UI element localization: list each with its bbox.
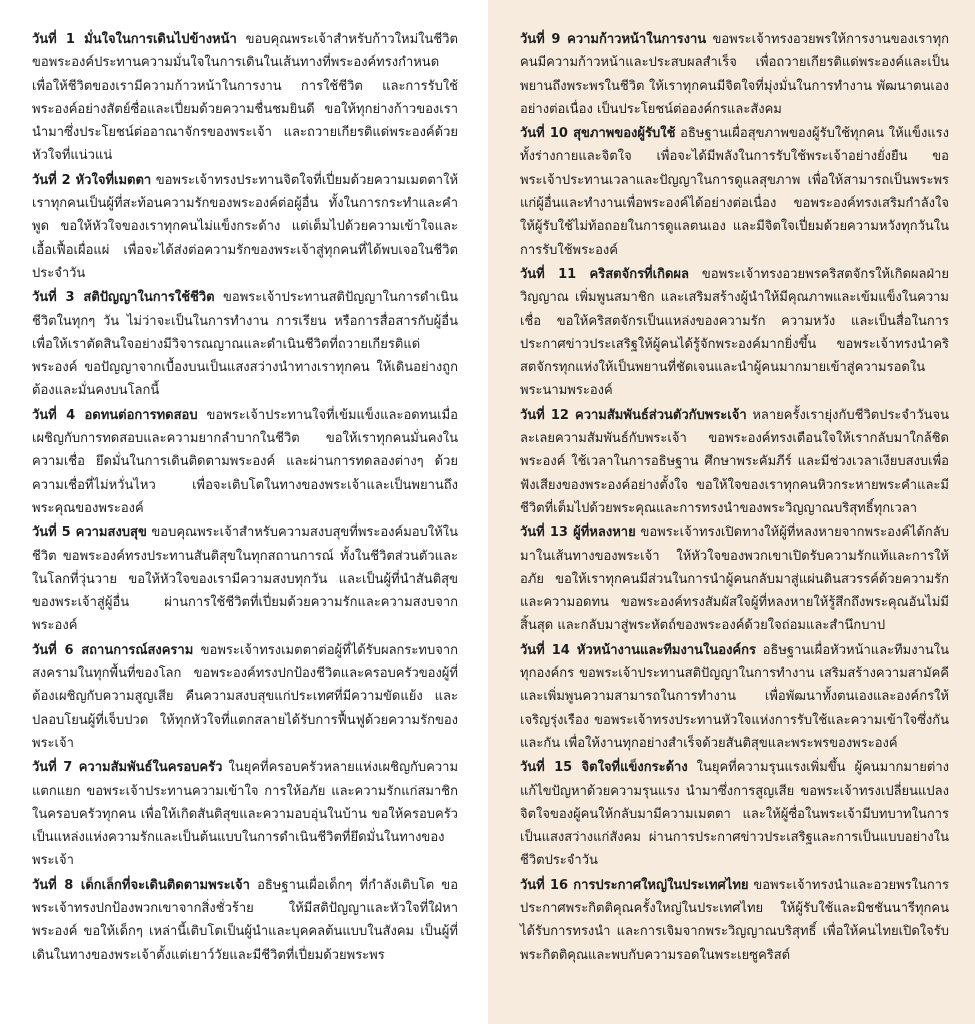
day-heading: วันที่ 8 เด็กเล็กที่จะเดินติดตามพระเจ้า — [32, 877, 250, 893]
day-heading: วันที่ 10 สุขภาพของผู้รับใช้ — [520, 126, 676, 142]
entry-body: ขอบคุณพระเจ้าสำหรับก้าวใหม่ในชีวิต ขอพระองค์ประทานความมั่นใจในการเดินในเส้นทางที่พระองค์ทรงกำหนด เพื่อให้ชีวิตของเรามีความก้าวหน้าในการงาน การใช้ชีวิต และการรับใช้พระองค์อย่างสัตย์ซื่อและเปี่ยมด้วยความชื่นชมยินดี ขอให้ทุกย่างก้าวของเรานำมาซึ่งประโยชน์ต่ออาณาจักรของพระเจ้า และถวายเกียรติแด่พระองค์ด้วยหัวใจที่แน่วแน่ — [32, 32, 458, 164]
entry-body: ขอพระเจ้าประทานใจที่เข้มแข็งและอดทนเมื่อเผชิญกับการทดสอบและความยากลำบากในชีวิต ขอให้เราทุกคนมั่นคงในความเชื่อ ยึดมั่นในการเดินติดตามพระองค์ และผ่านการทดลองต่างๆ ด้วยความเชื่อที่ไม่หวั่นไหว เพื่อจะเติบโตในทางของพระเจ้าและเป็นพยานถึงพระคุณของพระองค์ — [32, 407, 458, 516]
entry-body: ขอพระเจ้าทรงนำและอวยพรในการประกาศพระกิตติคุณครั้งใหญ่ในประเทศไทย ให้ผู้รับใช้และมิชชันนารีทุกคนได้รับการทรงนำ และการเจิมจากพระวิญญาณบริสุทธิ์ เพื่อให้คนไทยเปิดใจรับพระกิตติคุณและพบกับความรอดในพระเยซูคริสต์ — [520, 877, 950, 963]
day-heading: วันที่ 6 สถานการณ์สงคราม — [32, 642, 194, 658]
entry-body: ขอบคุณพระเจ้าสำหรับความสงบสุขที่พระองค์มอบให้ในชีวิต ขอพระองค์ทรงประทานสันติสุขในทุกสถานการณ์ ทั้งในชีวิตส่วนตัวและในโลกที่วุ่นวาย ขอให้หัวใจของเรามีความสงบทุกวัน และเป็นผู้ที่นำสันติสุขของพระเจ้าสู่ผู้อื่น ผ่านการใช้ชีวิตที่เปี่ยมด้วยความรักและความสงบจากพระองค์ — [32, 525, 458, 634]
prayer-entry-day-2 — [32, 169, 458, 285]
prayer-entry-day-10 — [520, 122, 949, 262]
day-heading: วันที่ 16 การประกาศใหญ่ในประเทศไทย — [520, 877, 749, 893]
entry-body: ขอพระเจ้าทรงอวยพรคริสตจักรให้เกิดผลฝ่ายวิญญาณ เพิ่มพูนสมาชิก และเสริมสร้างผู้นำให้มีคุณภาพและเข้มแข็งในความเชื่อ ขอให้คริสตจักรเป็นแหล่งของความรัก ความหวัง และเป็นสื่อในการประกาศข่าวประเสริฐให้ผู้คนได้รู้จักพระองค์มากยิ่งขึ้น ขอพระเจ้าทรงนำคริสตจักรทุกแห่งให้เป็นพยานที่ชัดเจนและนำผู้คนมากมายเข้าสู่ความรอดในพระนามพระองค์ — [520, 266, 950, 399]
day-heading: วันที่ 1 มั่นใจในการเดินไปข้างหน้า — [32, 32, 237, 47]
prayer-entry-day-11 — [520, 263, 949, 403]
day-heading: วันที่ 14 หัวหน้างานและทีมงานในองค์กร — [520, 642, 756, 658]
day-heading: วันที่ 12 ความสัมพันธ์ส่วนตัวกับพระเจ้า — [520, 407, 747, 423]
prayer-entry-day-5 — [32, 521, 458, 637]
day-heading: วันที่ 9 ความก้าวหน้าในการงาน — [520, 32, 707, 47]
prayer-entry-day-6 — [32, 639, 458, 755]
prayer-entry-day-7 — [32, 756, 458, 872]
entry-body: ขอพระเจ้าทรงอวยพรให้การงานของเราทุกคนมีความก้าวหน้าและประสบผลสำเร็จ เพื่อถวายเกียรติแด่พระองค์และเป็นพยานถึงพระพรในชีวิต ให้เราทุกคนมีจิตใจที่มุ่งมั่นในการทำงาน พัฒนาตนเองอย่างต่อเนื่อง เป็นประโยชน์ต่อองค์กรและสังคม — [520, 32, 950, 117]
entry-body: ขอพระเจ้าทรงประทานจิตใจที่เปี่ยมด้วยความเมตตาให้เราทุกคนเป็นผู้ที่สะท้อนความรักของพระองค์ต่อผู้อื่น ทั้งในการกระทำและคำพูด ขอให้หัวใจของเราทุกคนไม่แข็งกระด้าง แต่เต็มไปด้วยความเข้าใจและเอื้อเฟื้อเผื่อแผ่ เพื่อจะได้ส่งต่อความรักของพระเจ้าสู่ทุกคนที่ได้พบเจอในชีวิตประจำวัน — [32, 172, 459, 281]
prayer-entry-day-3 — [32, 286, 458, 402]
prayer-entry-day-15 — [520, 756, 949, 872]
day-heading: วันที่ 15 จิตใจที่แข็งกระด้าง — [520, 760, 688, 776]
entry-body: อธิษฐานเผื่อสุขภาพของผู้รับใช้ทุกคน ให้แข็งแรงทั้งร่างกายและจิตใจ เพื่อจะได้มีพลังในการรับใช้พระเจ้าอย่างยั่งยืน ขอพระเจ้าประทานเวลาและปัญญาในการดูแลสุขภาพ เพื่อให้สามารถเป็นพระพรแก่ผู้อื่นและทำงานเพื่อพระองค์ได้อย่างต่อเนื่อง ขอพระองค์ทรงเสริมกำลังใจให้ผู้รับใช้ไม่ท้อถอยในการดูแลตนเอง และมีจิตใจเปี่ยมด้วยความหวังทุกวันในการรับใช้พระองค์ — [520, 126, 950, 258]
prayer-entry-day-9 — [520, 28, 949, 121]
entry-body: ขอพระเจ้าประทานสติปัญญาในการดำเนินชีวิตในทุกๆ วัน ไม่ว่าจะเป็นในการทำงาน การเรียน หรือการสื่อสารกับผู้อื่น เพื่อให้เราตัดสินใจอย่างมีวิจารณญาณและดำเนินชีวิตที่ถวายเกียรติแด่พระองค์ ขอปัญญาจากเบื้องบนเป็นแสงสว่างนำทางเราทุกคน ให้เดินอย่างถูกต้องและมั่นคงบนโลกนี้ — [32, 290, 459, 399]
right-column — [488, 0, 975, 1024]
day-heading: วันที่ 4 อดทนต่อการทดสอบ — [32, 407, 198, 423]
day-heading: วันที่ 2 หัวใจที่เมตตา — [32, 172, 152, 188]
entry-body: ในยุคที่ครอบครัวหลายแห่งเผชิญกับความแตกแยก ขอพระเจ้าประทานความเข้าใจ การให้อภัย และความรักแก่สมาชิกในครอบครัวทุกคน เพื่อให้เกิดสันติสุขและความอบอุ่นในบ้าน ขอให้ครอบครัวเป็นแหล่งแห่งความรักและเป็นต้นแบบในการดำเนินชีวิตที่ยึดมั่นในทางของพระเจ้า — [32, 760, 459, 869]
prayer-entry-day-8 — [32, 874, 458, 967]
entry-body: ในยุคที่ความรุนแรงเพิ่มขึ้น ผู้คนมากมายต่างแก้ไขปัญหาด้วยความรุนแรง นำมาซึ่งการสูญเสีย ขอพระเจ้าทรงเปลี่ยนแปลงจิตใจของผู้คนให้กลับมามีความเมตตา และให้ผู้ซื่อในพระเจ้ามีบทบาทในการเป็นแสงสว่างแก่สังคม ผ่านการประกาศข่าวประเสริฐและการเป็นแบบอย่างในชีวิตประจำวัน — [520, 760, 949, 869]
entry-body: ขอพระเจ้าทรงเมตตาต่อผู้ที่ได้รับผลกระทบจากสงครามในทุกพื้นที่ของโลก ขอพระองค์ทรงปกป้องชีวิตและครอบครัวของผู้ที่ต้องเผชิญกับความสูญเสีย คืนความสงบสุขแก่ประเทศที่มีความขัดแย้ง และปลอบโยนผู้ที่เจ็บปวด ให้ทุกหัวใจที่แตกสลายได้รับการฟื้นฟูด้วยความรักของพระเจ้า — [32, 642, 458, 751]
entry-body: หลายครั้งเรายุ่งกับชีวิตประจำวันจนละเลยความสัมพันธ์กับพระเจ้า ขอพระองค์ทรงเตือนใจให้เรากลับมาใกล้ชิดพระองค์ ใช้เวลาในการอธิษฐาน ศึกษาพระคัมภีร์ และมีช่วงเวลาเงียบสงบเพื่อฟังเสียงของพระองค์อย่างตั้งใจ ขอให้ใจของเราทุกคนหิวกระหายพระคำและมีชีวิตที่เต็มไปด้วยพระคุณและการทรงนำของพระวิญญาณบริสุทธิ์ทุกเวลา — [520, 407, 950, 516]
prayer-entry-day-4 — [32, 404, 458, 520]
prayer-entry-day-14 — [520, 639, 949, 755]
day-heading: วันที่ 13 ผู้ที่หลงหาย — [520, 525, 636, 541]
prayer-entry-day-16 — [520, 874, 949, 967]
day-heading: วันที่ 3 สติปัญญาในการใช้ชีวิต — [32, 290, 215, 306]
entry-body: อธิษฐานเผื่อหัวหน้าและทีมงานในทุกองค์กร ขอพระเจ้าประทานสติปัญญาในการทำงาน เสริมสร้างความสามัคคีและเพิ่มพูนความสามารถในการทำงาน เพื่อพัฒนาทั้งตนเองและองค์กรให้เจริญรุ่งเรือง ขอพระเจ้าทรงประทานหัวใจแห่งการรับใช้และความเข้าใจซึ่งกันและกัน เพื่อให้งานทุกอย่างสำเร็จด้วยสันติสุขและพระพรของพระองค์ — [520, 642, 950, 751]
day-heading: วันที่ 7 ความสัมพันธ์ในครอบครัว — [32, 760, 223, 776]
entry-body: ขอพระเจ้าทรงเปิดทางให้ผู้ที่หลงหายจากพระองค์ได้กลับมาในเส้นทางของพระเจ้า ให้หัวใจของพวกเขาเปิดรับความรักแท้และการให้อภัย ขอให้เราทุกคนมีส่วนในการนำผู้คนกลับมาสู่แผ่นดินสวรรค์ด้วยความรักและความอดทน ขอพระองค์ทรงสัมผัสใจผู้ที่หลงหายให้รู้สึกถึงพระคุณอันไม่มีสิ้นสุด และกลับมาสู่พระหัตถ์ของพระองค์ด้วยใจถ่อมและสำนึกบาป — [520, 525, 949, 634]
day-heading: วันที่ 5 ความสงบสุข — [32, 525, 147, 541]
day-heading: วันที่ 11 คริสตจักรที่เกิดผล — [520, 266, 689, 282]
prayer-entry-day-1 — [32, 28, 458, 168]
prayer-entry-day-13 — [520, 521, 949, 637]
entry-body: อธิษฐานเผื่อเด็กๆ ที่กำลังเติบโต ขอพระเจ้าทรงปกป้องพวกเขาจากสิ่งชั่วร้าย ให้มีสติปัญญาและหัวใจที่ใฝ่หาพระองค์ ขอให้เด็กๆ เหล่านี้เติบโตเป็นผู้นำและบุคคลต้นแบบในสังคม เป็นผู้ที่เดินในทางของพระเจ้าตั้งแต่เยาว์วัยและมีชีวิตที่เปี่ยมด้วยพระพร — [32, 877, 459, 963]
prayer-entry-day-12 — [520, 404, 949, 520]
